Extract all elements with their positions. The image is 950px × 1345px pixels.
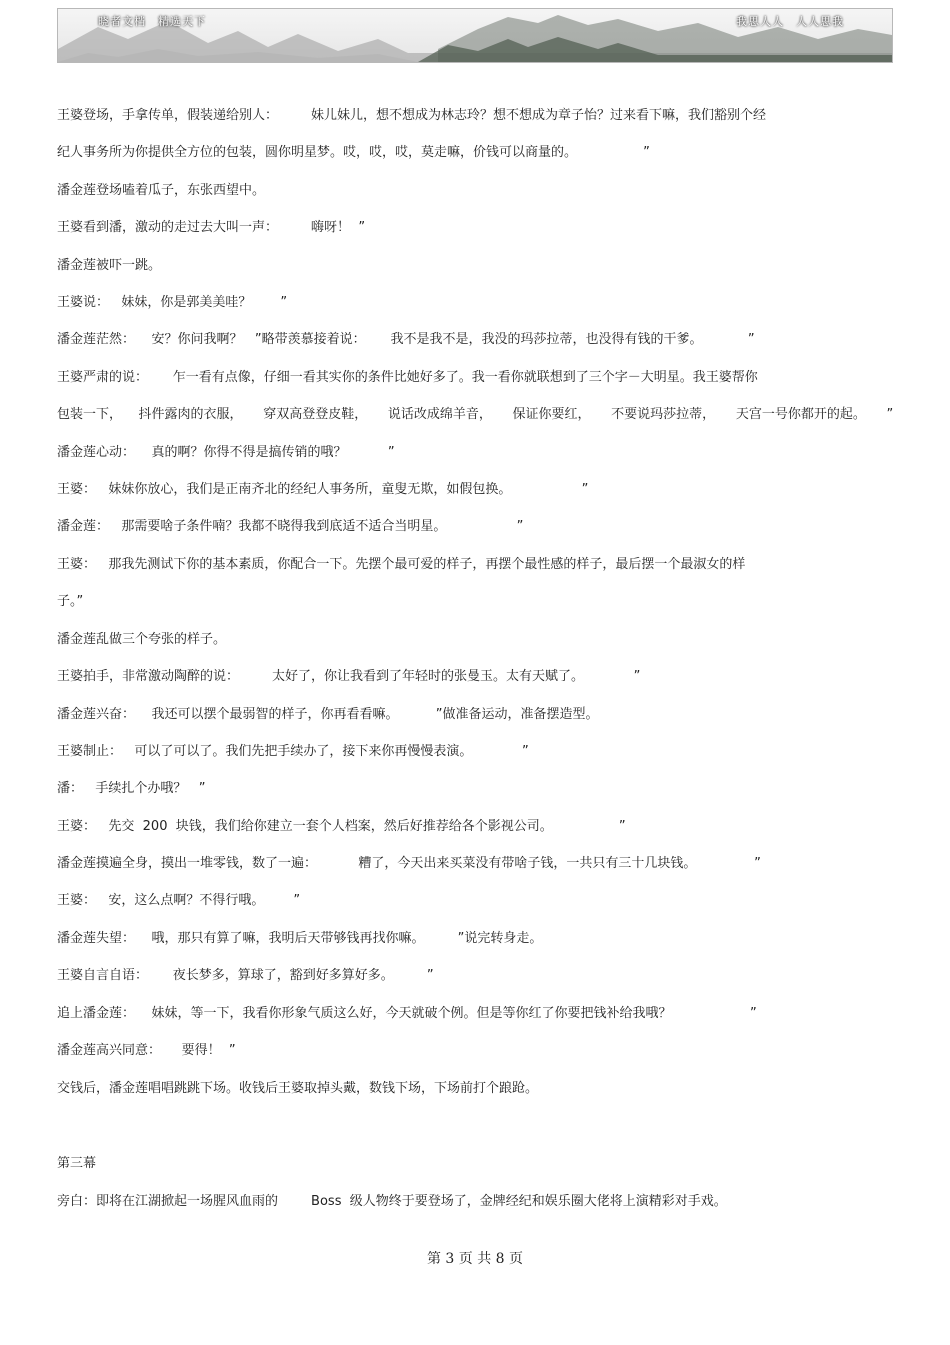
banner-right-slogan: 我思人人 人人思我 [736,15,844,28]
text-line: 王婆拍手，非常激动陶醉的说： 太好了，你让我看到了年轻时的张曼玉。太有天赋了。 ” [57,669,641,684]
text-line: 潘金莲高兴同意： 要得！ ” [57,1043,236,1058]
text-line: 包装一下， 抖件露肉的衣服， 穿双高登登皮鞋， 说话改成绵羊音， 保证你要红， 不要说玛莎拉蒂， 天宫一号你都开的起。 ” [57,407,894,422]
text-line: 王婆登场，手拿传单，假装递给别人： 妹儿妹儿，想不想成为林志玲？想不想成为章子怡？过来看下嘛，我们豁别个经 [57,108,767,123]
text-line: 旁白：即将在江湖掀起一场腥风血雨的 Boss 级人物终于要登场了，金牌经纪和娱乐圈大佬将上演精彩对手戏。 [57,1194,727,1209]
text-line: 王婆看到潘，激动的走过去大叫一声： 嗨呀！ ” [57,220,366,235]
text-line: 潘金莲被吓一跳。 [57,258,162,273]
banner-left-slogan: 晓者文档 精选天下 [98,15,206,28]
text-line: 潘金莲兴奋： 我还可以摆个最弱智的样子，你再看看嘛。 ”做准备运动，准备摆造型。 [57,707,599,722]
text-line: 纪人事务所为你提供全方位的包装，圆你明星梦。哎，哎，哎，莫走嘛，价钱可以商量的。 ” [57,145,650,160]
text-line: 潘金莲失望： 哦，那只有算了嘛，我明后天带够钱再找你嘛。 ”说完转身走。 [57,931,543,946]
text-line: 潘金莲摸遍全身，摸出一堆零钱，数了一遍： 糟了，今天出来买菜没有带啥子钱，一共只有三十几块钱。 ” [57,856,761,871]
header-banner [57,8,893,63]
text-line: 王婆： 安，这么点啊？不得行哦。 ” [57,893,301,908]
text-line: 潘金莲： 那需要啥子条件喃？我都不晓得我到底适不适合当明星。 ” [57,519,524,534]
text-line: 王婆严肃的说： 乍一看有点像，仔细一看其实你的条件比她好多了。我一看你就联想到了三个字－大明星。我王婆帮你 [57,370,758,385]
text-line: 王婆说： 妹妹，你是郭美美哇？ ” [57,295,288,310]
act-heading: 第三幕 [57,1156,97,1171]
text-line: 王婆自言自语： 夜长梦多，算球了，豁到好多算好多。 ” [57,968,434,983]
text-line: 王婆制止： 可以了可以了。我们先把手续办了，接下来你再慢慢表演。 ” [57,744,529,759]
text-line: 潘金莲登场嗑着瓜子，东张西望中。 [57,183,266,198]
text-line: 王婆： 先交 200 块钱，我们给你建立一套个人档案，然后好推荐给各个影视公司。 ” [57,819,626,834]
text-line: 潘： 手续扎个办哦？ ” [57,781,206,796]
page-number: 第 3 页 共 8 页 [426,1251,524,1267]
text-line: 交钱后，潘金莲唱唱跳跳下场。收钱后王婆取掉头戴，数钱下场，下场前打个踉跄。 [57,1081,539,1096]
text-line: 潘金莲心动： 真的啊？你得不得是搞传销的哦？ ” [57,445,395,460]
text-line: 追上潘金莲： 妹妹，等一下，我看你形象气质这么好，今天就破个例。但是等你红了你要把钱补给我哦？ ” [57,1006,757,1021]
text-line: 王婆： 那我先测试下你的基本素质，你配合一下。先摆个最可爱的样子，再摆个最性感的样子，最后摆一个最淑女的样 [57,557,746,572]
text-line: 潘金莲茫然： 安？你问我啊？ ”略带羡慕接着说： 我不是我不是，我没的玛莎拉蒂，也没得有钱的干爹。 ” [57,332,755,347]
text-line: 潘金莲乱做三个夸张的样子。 [57,632,227,647]
text-line: 王婆： 妹妹你放心，我们是正南齐北的经纪人事务所，童叟无欺，如假包换。 ” [57,482,589,497]
text-line: 子。” [57,594,84,609]
